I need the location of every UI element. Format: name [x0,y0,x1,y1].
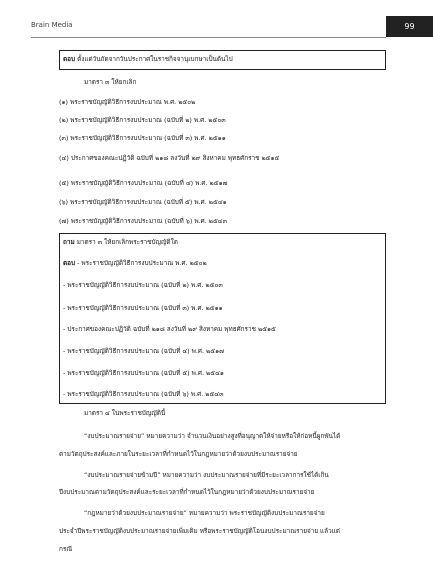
section4-line: ปีงบประมาณตามวัตถุประสงค์และระยะเวลาที่กำหนดไว้ในกฎหมายว่าด้วยงบประมาณรายจ่าย [59,488,315,496]
qa-answer [63,259,207,268]
question-text: มาตรา ๓ ให้ยกเลิกพระราชบัญญัติใด [76,238,178,246]
section3-item: (๔) ประกาศของคณะปฏิวัติ ฉบับที่ ๒๑๘ ลงวันที่ ๒๙ สิงหาคม พุทธศักราช ๒๕๑๕ [59,154,280,162]
answer-text: ตั้งแต่วันถัดจากวันประกาศในราชกิจจานุเบกษาเป็นต้นไป [77,55,233,63]
section4-heading: มาตรา ๔ ในพระราชบัญญัตินี้ [84,409,166,417]
header-rule [31,37,386,38]
qa-item: - พระราชบัญญัติวิธีการงบประมาณ (ฉบับที่ ๒) พ.ศ. ๒๕๐๓ [63,281,223,289]
section3-item: (๓) พระราชบัญญัติวิธีการงบประมาณ (ฉบับที่ ๓) พ.ศ. ๒๕๑๑ [59,134,226,142]
qa-item: - พระราชบัญญัติวิธีการงบประมาณ (ฉบับที่ ๕) พ.ศ. ๒๕๔๑ [63,369,224,377]
qa-answer-text: - พระราชบัญญัติวิธีการงบประมาณ พ.ศ. ๒๕๐๒ [77,259,207,267]
qa-item: - ประกาศของคณะปฏิวัติ ฉบับที่ ๒๑๘ ลงวันที่ ๒๙ สิงหาคม พุทธศักราช ๒๕๑๕ [63,325,276,333]
section4-line: ประจำปีพระราชบัญญัติงบประมาณรายจ่ายเพิ่มเติม หรือพระราชบัญญัติโอนงบประมาณรายจ่าย แล้วแต่ [59,527,340,535]
page-number: 99 [386,16,433,37]
section4-line: กรณี [59,545,73,553]
section4-line: “งบประมาณรายจ่ายข้ามปี” หมายความว่า งบประมาณรายจ่ายที่มีระยะเวลาการใช้ได้เกิน [84,471,329,479]
qa-item: - พระราชบัญญัติวิธีการงบประมาณ (ฉบับที่ ๔) พ.ศ. ๒๕๑๗ [63,347,224,355]
qa-item: - พระราชบัญญัติวิธีการงบประมาณ (ฉบับที่ ๓) พ.ศ. ๒๕๑๑ [63,304,223,312]
answer-label: ตอบ [63,55,76,63]
qa-question [63,238,178,247]
section4-line: “กฎหมายว่าด้วยงบประมาณรายจ่าย” หมายความว่า พระราชบัญญัติงบประมาณรายจ่าย [84,509,325,517]
section3-item: (๒) พระราชบัญญัติวิธีการงบประมาณ (ฉบับที่ ๒) พ.ศ. ๒๕๐๓ [59,116,226,124]
section3-item: (๑) พระราชบัญญัติวิธีการงบประมาณ พ.ศ. ๒๕๐๒ [59,98,196,106]
answer-line [63,55,233,64]
section3-heading: มาตรา ๓ ให้ยกเลิก [84,78,137,86]
section4-line: “งบประมาณรายจ่าย” หมายความว่า จำนวนเงินอย่างสูงที่อนุญาตให้จ่ายหรือให้ก่อหนี้ผูกพันได้ [84,432,341,440]
header-brand: Brain Media [31,21,73,29]
section3-item: (๕) พระราชบัญญัติวิธีการงบประมาณ (ฉบับที่ ๔) พ.ศ. ๒๕๑๗ [59,179,228,187]
section3-item: (๖) พระราชบัญญัติวิธีการงบประมาณ (ฉบับที่ ๕) พ.ศ. ๒๕๔๑ [59,198,227,206]
section4-line: ตามวัตถุประสงค์และภายในระยะเวลาที่กำหนดไว้ในกฎหมายว่าด้วยงบประมาณรายจ่าย [59,450,298,458]
qa-answer-label: ตอบ [63,259,76,267]
qa-item: - พระราชบัญญัติวิธีการงบประมาณ (ฉบับที่ ๖) พ.ศ. ๒๕๔๓ [63,390,224,398]
question-label: ถาม [63,238,75,246]
section3-item: (๗) พระราชบัญญัติวิธีการงบประมาณ (ฉบับที่ ๖) พ.ศ. ๒๕๔๓ [59,217,227,225]
